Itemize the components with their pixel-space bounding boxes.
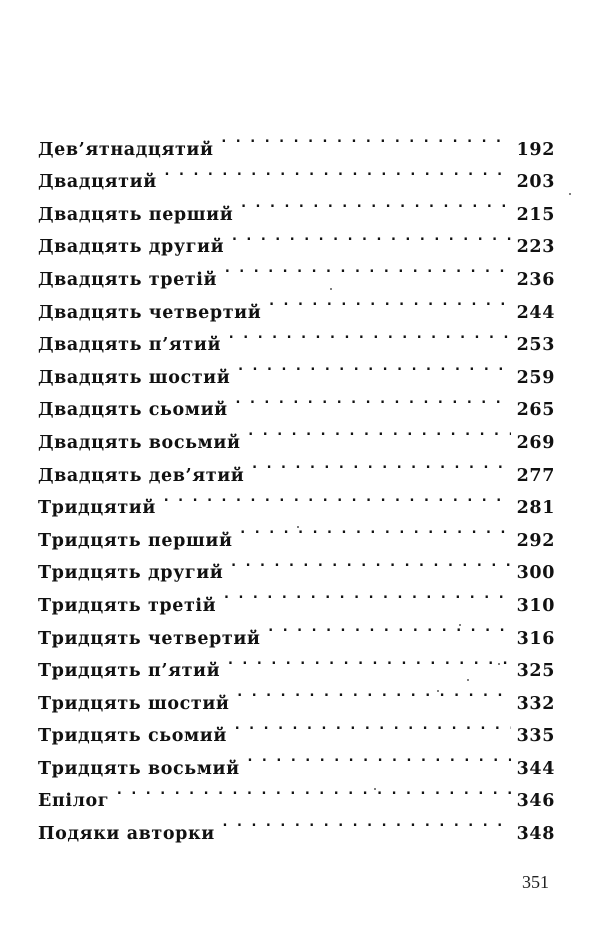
table-of-contents <box>38 122 555 845</box>
toc-entry-page: 215 <box>516 204 555 225</box>
dot-leader <box>234 383 511 416</box>
print-speck <box>459 624 461 626</box>
toc-entry-title: Тридцять восьмий <box>38 758 240 779</box>
toc-entry <box>38 122 555 160</box>
toc-entry-title: Тридцять сьомий <box>38 726 227 747</box>
toc-entry-title: Двадцять шостий <box>38 367 231 388</box>
dot-leader <box>220 122 511 155</box>
toc-entry-title: Тридцять другий <box>38 563 224 584</box>
dot-leader <box>162 481 511 514</box>
toc-entry <box>38 806 555 845</box>
dot-leader <box>163 155 511 188</box>
toc-entry-page: 277 <box>516 465 555 486</box>
print-speck <box>297 526 299 528</box>
dot-leader <box>229 546 510 579</box>
print-speck <box>467 679 469 681</box>
toc-entry-page: 281 <box>516 498 555 519</box>
toc-entry-title: Двадцять сьомий <box>38 400 228 421</box>
dot-leader <box>222 578 510 611</box>
toc-entry-page: 310 <box>516 595 555 616</box>
toc-entry-page: 265 <box>516 400 555 421</box>
dot-leader <box>227 318 511 351</box>
toc-entry-page: 223 <box>516 237 555 258</box>
toc-entry-page: 300 <box>516 563 555 584</box>
toc-entry-title: Епілог <box>38 791 110 812</box>
print-speck <box>374 788 376 790</box>
toc-entry-page: 316 <box>516 628 555 649</box>
toc-entry-title: Подяки авторки <box>38 824 215 845</box>
toc-entry-title: Двадцять перший <box>38 204 234 225</box>
dot-leader <box>247 415 511 448</box>
toc-entry-page: 344 <box>516 758 555 779</box>
page-number: 351 <box>522 872 549 892</box>
toc-entry-title: Двадцять п’ятий <box>38 335 222 356</box>
dot-leader <box>223 252 511 285</box>
toc-entry-title: Тридцять четвертий <box>38 628 261 649</box>
toc-entry-title: Тридцять п’ятий <box>38 661 221 682</box>
dot-leader <box>267 611 511 644</box>
toc-entry-page: 253 <box>516 335 555 356</box>
toc-entry-title: Тридцять третій <box>38 595 217 616</box>
toc-entry-page: 236 <box>516 269 555 290</box>
toc-entry-page: 346 <box>516 791 555 812</box>
dot-leader <box>221 806 511 839</box>
dot-leader <box>226 644 510 677</box>
toc-entry-title: Дев’ятнадцятий <box>38 139 214 160</box>
dot-leader <box>233 709 511 742</box>
toc-entry-title: Двадцятий <box>38 172 157 193</box>
toc-entry-page: 332 <box>516 693 555 714</box>
toc-entry-page: 192 <box>516 139 555 160</box>
print-speck <box>569 193 571 195</box>
toc-entry-page: 269 <box>516 432 555 453</box>
toc-entry <box>38 774 555 812</box>
toc-entry-page: 348 <box>516 824 555 845</box>
toc-entry-page: 325 <box>516 661 555 682</box>
dot-leader <box>236 350 510 383</box>
toc-entry-page: 203 <box>516 172 555 193</box>
dot-leader <box>239 513 511 546</box>
toc-entry-title: Тридцять шостий <box>38 693 230 714</box>
dot-leader <box>239 187 510 220</box>
dot-leader <box>230 220 510 253</box>
print-speck <box>330 288 332 290</box>
toc-entry-page: 244 <box>516 302 555 323</box>
toc-entry-page: 292 <box>516 530 555 551</box>
toc-entry-title: Тридцять перший <box>38 530 233 551</box>
toc-entry-page: 335 <box>516 726 555 747</box>
dot-leader <box>267 285 510 318</box>
toc-entry-title: Двадцять третій <box>38 269 218 290</box>
toc-entry-page: 259 <box>516 367 555 388</box>
print-speck <box>437 690 439 692</box>
dot-leader <box>115 774 511 807</box>
dot-leader <box>250 448 510 481</box>
toc-entry-title: Двадцять дев’ятий <box>38 465 245 486</box>
toc-entry-title: Двадцять другий <box>38 237 225 258</box>
dot-leader <box>246 741 511 774</box>
toc-entry-title: Тридцятий <box>38 498 156 519</box>
toc-entry-title: Двадцять четвертий <box>38 302 262 323</box>
print-speck <box>498 663 500 665</box>
toc-entry-title: Двадцять восьмий <box>38 432 241 453</box>
dot-leader <box>236 676 511 709</box>
